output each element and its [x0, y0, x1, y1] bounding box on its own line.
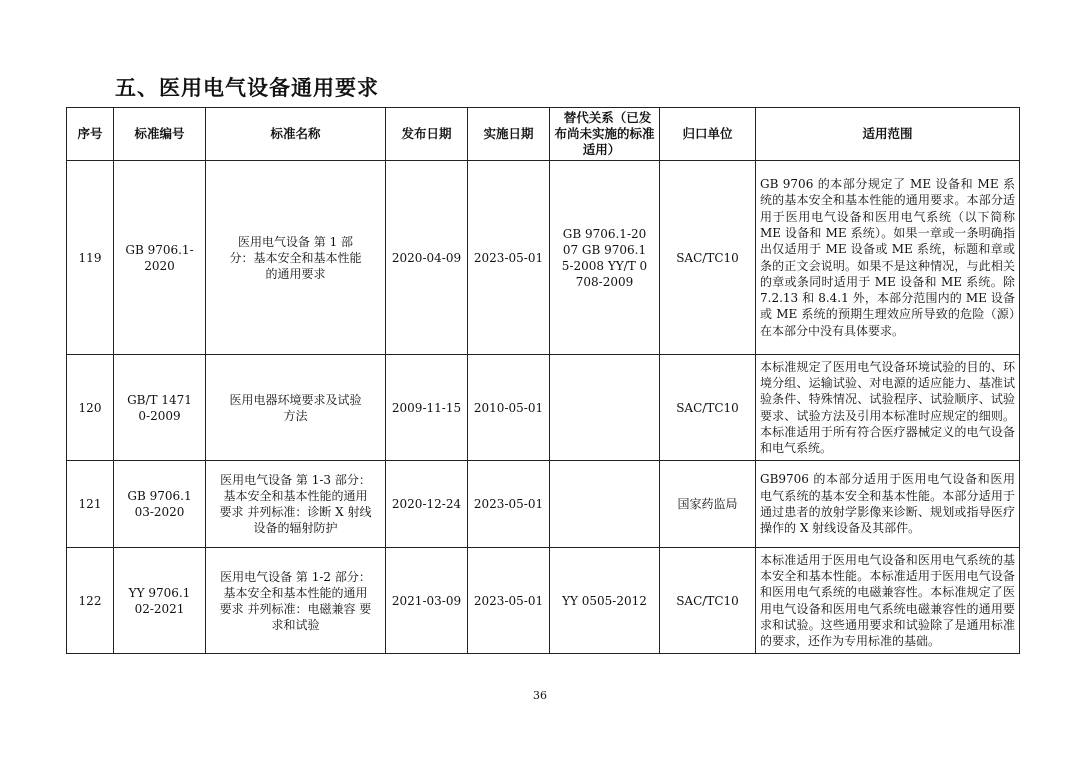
cell-replacement — [550, 355, 660, 461]
cell-name — [206, 355, 386, 461]
table-row — [67, 161, 1020, 355]
section-title: 五、医用电气设备通用要求 — [115, 76, 379, 100]
cell-no: 122 — [67, 548, 114, 654]
cell-replacement — [550, 461, 660, 548]
cell-scope: GB9706 的本部分适用于医用电气设备和医用电气系统的基本安全和基本性能。本部分适用于通过患者的放射学影像来诊断、规划或指导医疗操作的 X 射线设备及其部件。 — [756, 461, 1020, 548]
page-number: 36 — [533, 689, 547, 702]
cell-name-text: 医用电气设备 第 1-3 部分：基本安全和基本性能的通用要求 并列标准：诊断 X 射线设备的辐射防护 — [219, 473, 372, 535]
cell-name-text: 医用电气设备 第 1 部分：基本安全和基本性能的通用要求 — [229, 234, 362, 281]
cell-scope: 本标准规定了医用电气设备环境试验的目的、环境分组、运输试验、对电源的适应能力、基准试验条件、特殊情况、试验程序、试验顺序、试验要求、试验方法及引用本标准时应规定的细则。本标准适用于所有符合医疗器械定义的电气设备和电气系统。 — [756, 355, 1020, 461]
table-row — [67, 548, 1020, 654]
standards-table — [66, 107, 1020, 654]
cell-scope: 本标准适用于医用电气设备和医用电气系统的基本安全和基本性能。本标准适用于医用电气设备和医用电气系统的电磁兼容性。本标准规定了医用电气设备和医用电气系统电磁兼容性的通用要求和试验。这些通用要求和试验除了是通用标准的要求，还作为专用标准的基础。 — [756, 548, 1020, 654]
cell-authority: SAC/TC10 — [660, 161, 756, 355]
cell-code — [114, 161, 206, 355]
cell-code — [114, 355, 206, 461]
cell-name — [206, 461, 386, 548]
cell-effective-date: 2023-05-01 — [468, 548, 550, 654]
cell-no: 119 — [67, 161, 114, 355]
cell-replacement: YY 0505-2012 — [550, 548, 660, 654]
cell-code-text: GB/T 14710-2009 — [127, 392, 192, 423]
cell-replacement — [550, 161, 660, 355]
cell-name-text: 医用电气设备 第 1-2 部分：基本安全和基本性能的通用要求 并列标准：电磁兼容 要求和试验 — [219, 569, 372, 632]
header-no: 序号 — [67, 108, 114, 161]
cell-code-text: YY 9706.102-2021 — [128, 585, 191, 616]
cell-publish-date: 2021-03-09 — [386, 548, 468, 654]
cell-no: 121 — [67, 461, 114, 548]
header-scope: 适用范围 — [756, 108, 1020, 161]
header-effective-date: 实施日期 — [468, 108, 550, 161]
header-publish-date: 发布日期 — [386, 108, 468, 161]
cell-authority: 国家药监局 — [660, 461, 756, 548]
cell-scope: GB 9706 的本部分规定了 ME 设备和 ME 系统的基本安全和基本性能的通用要求。本部分适用于医用电气设备和医用电气系统（以下简称 ME 设备和 ME 系统）。如果一章或一条明确指出仅适用于 ME 设备或 ME 系统，标题和章或条的正文会说明。如果不是这种情况，与此相关的章或条同时适用于 ME 设备和 ME 系统。除 7.2.13 和 8.4.1 外，本部分范围内的 ME 设备或 ME 系统的预期生理效应所导致的危险（源）在本部分中没有具体要求。 — [756, 161, 1020, 355]
cell-effective-date: 2010-05-01 — [468, 355, 550, 461]
cell-authority: SAC/TC10 — [660, 355, 756, 461]
cell-publish-date: 2020-12-24 — [386, 461, 468, 548]
header-authority: 归口单位 — [660, 108, 756, 161]
cell-no: 120 — [67, 355, 114, 461]
cell-name-text: 医用电器环境要求及试验方法 — [229, 392, 362, 423]
cell-publish-date: 2009-11-15 — [386, 355, 468, 461]
cell-name — [206, 161, 386, 355]
header-code: 标准编号 — [114, 108, 206, 161]
header-replacement-text: 替代关系（已发布尚未实施的标准适用） — [554, 110, 655, 157]
cell-replacement-text: GB 9706.1-2007 GB 9706.15-2008 YY/T 0708-2009 — [561, 226, 648, 289]
header-name: 标准名称 — [206, 108, 386, 161]
header-replacement — [550, 108, 660, 161]
table-row — [67, 355, 1020, 461]
cell-code-text: GB 9706.1-2020 — [125, 242, 194, 273]
cell-effective-date: 2023-05-01 — [468, 161, 550, 355]
cell-effective-date: 2023-05-01 — [468, 461, 550, 548]
cell-publish-date: 2020-04-09 — [386, 161, 468, 355]
cell-code — [114, 461, 206, 548]
table-row — [67, 461, 1020, 548]
cell-name — [206, 548, 386, 654]
cell-code — [114, 548, 206, 654]
cell-authority: SAC/TC10 — [660, 548, 756, 654]
table-header-row — [67, 108, 1020, 161]
cell-code-text: GB 9706.103-2020 — [127, 489, 192, 519]
